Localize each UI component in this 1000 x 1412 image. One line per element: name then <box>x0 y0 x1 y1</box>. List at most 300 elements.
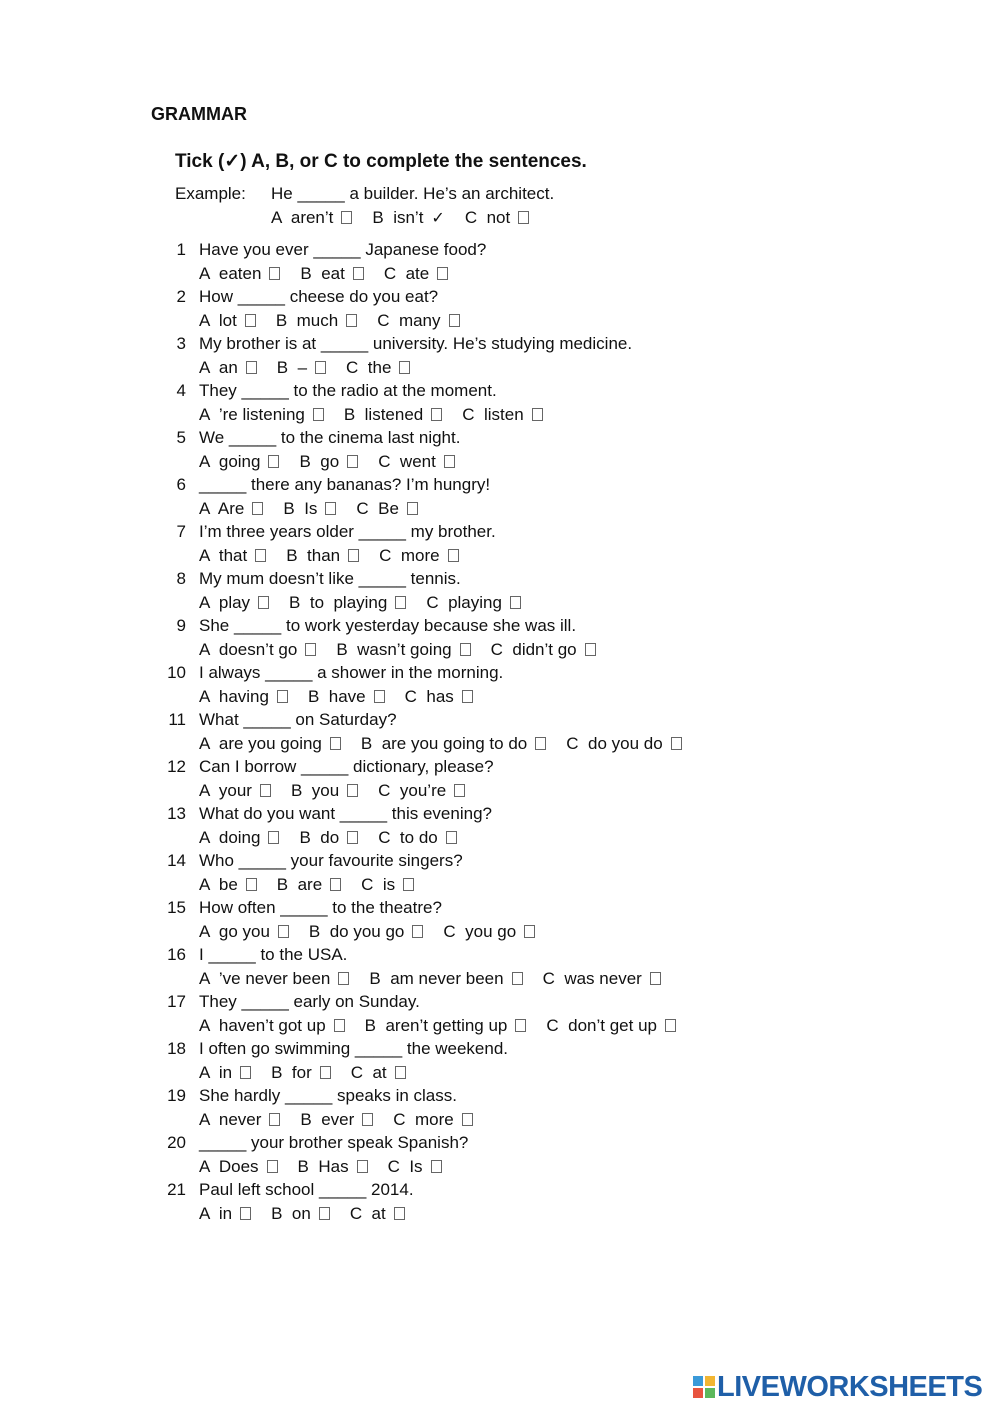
question-text: I’m three years older _____ my brother. <box>199 522 496 541</box>
option-text: Are <box>217 499 245 518</box>
option-c <box>426 593 521 613</box>
option-text: Is <box>409 1157 423 1176</box>
option-checkbox[interactable] <box>260 784 271 797</box>
option-a <box>199 1204 251 1224</box>
option-letter: A <box>199 1110 219 1129</box>
option-a <box>199 452 279 472</box>
option-text: doing <box>218 828 261 847</box>
option-a <box>199 311 256 331</box>
option-checkbox[interactable] <box>338 972 349 985</box>
option-text: in <box>218 1204 233 1223</box>
option-a <box>199 687 288 707</box>
option-checkbox[interactable] <box>357 1160 368 1173</box>
option-checkbox[interactable] <box>650 972 661 985</box>
option-a <box>199 1110 280 1130</box>
option-checkbox[interactable] <box>320 1066 331 1079</box>
option-letter: B <box>271 1204 292 1223</box>
option-letter: B <box>286 546 308 565</box>
option-letter: A <box>199 1016 219 1035</box>
option-letter: B <box>283 499 305 518</box>
option-letter: A <box>199 452 219 471</box>
option-checkbox[interactable] <box>446 831 457 844</box>
option-c <box>384 264 448 284</box>
option-letter: A <box>199 969 219 988</box>
option-a <box>199 1063 251 1083</box>
question-options <box>199 593 541 613</box>
question-options <box>199 875 434 895</box>
question-number: 15 <box>167 898 186 917</box>
option-letter: B <box>372 208 394 227</box>
option-letter: C <box>378 452 400 471</box>
option-text: you’re <box>399 781 447 800</box>
option-checkbox[interactable] <box>532 408 543 421</box>
option-text: play <box>218 593 251 612</box>
option-checkbox[interactable] <box>462 690 473 703</box>
option-checkbox[interactable] <box>431 1160 442 1173</box>
option-a <box>199 358 257 378</box>
option-text: don’t get up <box>568 1016 657 1035</box>
option-a <box>199 1157 278 1177</box>
option-letter: A <box>199 1063 219 1082</box>
option-a <box>199 1016 345 1036</box>
option-c <box>405 687 473 707</box>
option-text: wasn’t going <box>357 640 452 659</box>
option-checkbox[interactable] <box>330 878 341 891</box>
option-letter: C <box>404 687 427 706</box>
question-options <box>199 781 485 801</box>
option-text: to do <box>399 828 438 847</box>
option-b <box>361 734 546 754</box>
option-letter: C <box>464 208 487 227</box>
option-checkbox[interactable] <box>252 502 263 515</box>
option-letter: C <box>378 828 400 847</box>
option-c <box>356 499 418 519</box>
option-checkbox[interactable] <box>240 1066 251 1079</box>
option-checkbox[interactable] <box>460 643 471 656</box>
question-options <box>199 452 475 472</box>
question-text: They _____ early on Sunday. <box>199 992 420 1011</box>
question-options <box>199 687 493 707</box>
option-letter: A <box>199 828 219 847</box>
option-checkbox[interactable] <box>334 1019 345 1032</box>
option-letter: C <box>349 1204 372 1223</box>
option-text: you <box>311 781 340 800</box>
option-b <box>286 546 359 566</box>
question-number: 20 <box>167 1133 186 1152</box>
option-letter: C <box>350 1063 373 1082</box>
option-checkbox[interactable] <box>395 596 406 609</box>
option-text: ate <box>405 264 430 283</box>
option-letter: A <box>199 499 218 518</box>
option-checkbox[interactable] <box>374 690 385 703</box>
option-text: that <box>218 546 248 565</box>
question-number: 14 <box>167 851 186 870</box>
option-letter: B <box>299 452 321 471</box>
option-b <box>299 828 358 848</box>
option-text: on <box>291 1204 311 1223</box>
option-text: your <box>218 781 252 800</box>
option-b <box>369 969 522 989</box>
question-number: 6 <box>176 475 186 494</box>
option-letter: C <box>546 1016 569 1035</box>
question-options <box>199 1157 462 1177</box>
option-letter: B <box>290 781 312 800</box>
option-letter: A <box>199 593 219 612</box>
option-checkbox[interactable] <box>510 596 521 609</box>
option-checkbox[interactable] <box>277 690 288 703</box>
question-text: What _____ on Saturday? <box>199 710 397 729</box>
option-checkbox[interactable] <box>395 1066 406 1079</box>
option-text: was never <box>564 969 642 988</box>
option-text: aren’t getting up <box>385 1016 508 1035</box>
option-letter: C <box>462 405 484 424</box>
option-text: in <box>218 1063 233 1082</box>
option-checkbox[interactable] <box>449 314 460 327</box>
option-b <box>300 264 363 284</box>
option-b <box>300 1110 373 1130</box>
question-text: My brother is at _____ university. He’s studying medicine. <box>199 334 633 353</box>
option-text: Does <box>218 1157 259 1176</box>
option-a <box>199 828 279 848</box>
option-b <box>308 687 385 707</box>
option-c <box>351 1063 406 1083</box>
option-letter: B <box>299 828 321 847</box>
option-text: are you going <box>218 734 322 753</box>
option-b <box>336 640 470 660</box>
option-checkbox[interactable] <box>246 878 257 891</box>
question-number: 8 <box>176 569 186 588</box>
option-checkbox[interactable] <box>403 878 414 891</box>
option-c <box>361 875 414 895</box>
question-number: 12 <box>167 757 186 776</box>
option-checkbox[interactable] <box>268 455 279 468</box>
question-number: 3 <box>176 334 186 353</box>
question-text: Who _____ your favourite singers? <box>199 851 463 870</box>
example-label: Example: <box>175 184 246 203</box>
option-c <box>378 781 465 801</box>
option-checkbox[interactable] <box>258 596 269 609</box>
option-checkbox[interactable] <box>347 455 358 468</box>
option-text: ever <box>321 1110 355 1129</box>
option-letter: A <box>199 1204 219 1223</box>
option-letter: B <box>300 264 322 283</box>
option-text: eaten <box>218 264 262 283</box>
option-letter: C <box>542 969 565 988</box>
option-checkbox[interactable] <box>313 408 324 421</box>
option-checkbox[interactable] <box>246 361 257 374</box>
option-letter: C <box>393 1110 415 1129</box>
question-options <box>199 828 477 848</box>
option-a <box>199 875 257 895</box>
option-checkbox[interactable] <box>431 408 442 421</box>
liveworksheets-wordmark: LIVEWORKSHEETS <box>717 1371 983 1403</box>
question-text: She _____ to work yesterday because she was ill. <box>199 616 577 635</box>
option-text: Is <box>304 499 318 518</box>
option-text: playing <box>448 593 502 612</box>
option-checkbox[interactable] <box>407 502 418 515</box>
option-c <box>462 405 542 425</box>
option-b <box>289 593 406 613</box>
question-options <box>199 1204 425 1224</box>
option-checkbox[interactable] <box>412 925 423 938</box>
option-text: the <box>367 358 392 377</box>
question-number: 4 <box>176 381 186 400</box>
option-text: than <box>307 546 341 565</box>
question-text: Can I borrow _____ dictionary, please? <box>199 757 494 776</box>
option-text: go <box>320 452 340 471</box>
question-options <box>199 311 480 331</box>
question-options <box>199 1063 426 1083</box>
option-letter: B <box>307 687 329 706</box>
question-text: _____ your brother speak Spanish? <box>199 1133 469 1152</box>
option-checkbox[interactable] <box>535 737 546 750</box>
option-b <box>299 452 358 472</box>
option-c <box>388 1157 442 1177</box>
option-letter: B <box>276 358 298 377</box>
option-text: do you go <box>329 922 405 941</box>
option-letter: B <box>289 593 310 612</box>
option-letter: A <box>199 1157 219 1176</box>
option-text: at <box>372 1063 387 1082</box>
option-text: be <box>218 875 238 894</box>
question-number: 5 <box>176 428 186 447</box>
option-letter: C <box>356 499 379 518</box>
option-letter: A <box>199 546 219 565</box>
question-number: 17 <box>167 992 186 1011</box>
option-checkbox[interactable] <box>347 831 358 844</box>
option-checkbox[interactable] <box>524 925 535 938</box>
option-c <box>346 358 410 378</box>
question-text: My mum doesn’t like _____ tennis. <box>199 569 461 588</box>
option-checkbox[interactable] <box>348 549 359 562</box>
option-checkbox[interactable] <box>512 972 523 985</box>
option-text: am never been <box>390 969 504 988</box>
option-letter: C <box>387 1157 410 1176</box>
option-a <box>199 922 289 942</box>
option-a <box>199 781 271 801</box>
option-checkbox[interactable] <box>444 455 455 468</box>
option-text: Be <box>378 499 399 518</box>
option-text: an <box>218 358 238 377</box>
question-text: They _____ to the radio at the moment. <box>199 381 497 400</box>
option-text: many <box>398 311 441 330</box>
option-text: listened <box>364 405 424 424</box>
option-b <box>298 1157 368 1177</box>
option-checkbox[interactable] <box>330 737 341 750</box>
option-text: to playing <box>309 593 388 612</box>
option-checkbox[interactable] <box>462 1113 473 1126</box>
question-options <box>199 499 438 519</box>
option-a <box>199 640 316 660</box>
option-letter: B <box>271 1063 292 1082</box>
option-text: are you going to do <box>381 734 528 753</box>
option-a <box>199 405 324 425</box>
option-text: has <box>426 687 454 706</box>
option-text: going <box>218 452 261 471</box>
option-letter: B <box>300 1110 322 1129</box>
liveworksheets-logo-icon <box>693 1376 715 1398</box>
option-text: isn’t <box>393 208 424 227</box>
option-b <box>283 499 336 519</box>
question-text: Paul left school _____ 2014. <box>199 1180 414 1199</box>
option-b <box>309 922 423 942</box>
option-letter: B <box>364 1016 386 1035</box>
option-text: have <box>328 687 366 706</box>
option-text: Has <box>318 1157 349 1176</box>
option-b <box>271 1063 331 1083</box>
option-checkbox[interactable] <box>269 267 280 280</box>
option-a <box>199 264 280 284</box>
option-letter: A <box>199 311 219 330</box>
question-number: 7 <box>176 522 186 541</box>
section-title: GRAMMAR <box>151 104 247 124</box>
option-checkbox[interactable] <box>394 1207 405 1220</box>
option-letter: C <box>379 546 401 565</box>
option-checkbox[interactable] <box>399 361 410 374</box>
option-c <box>443 922 535 942</box>
option-checkbox[interactable] <box>268 831 279 844</box>
option-checkbox[interactable] <box>671 737 682 750</box>
option-letter: B <box>343 405 365 424</box>
option-letter: A <box>199 640 219 659</box>
option-letter: C <box>383 264 406 283</box>
option-a <box>199 734 341 754</box>
option-text: not <box>486 208 511 227</box>
question-number: 1 <box>176 240 186 259</box>
option-a <box>199 969 349 989</box>
question-options <box>199 640 616 660</box>
option-letter: C <box>361 875 383 894</box>
option-a <box>199 546 266 566</box>
option-checkbox[interactable] <box>665 1019 676 1032</box>
option-text: didn’t go <box>512 640 577 659</box>
option-letter: B <box>275 311 297 330</box>
option-checkbox[interactable] <box>585 643 596 656</box>
option-checkbox[interactable] <box>240 1207 251 1220</box>
option-c <box>491 640 596 660</box>
question-text: I often go swimming _____ the weekend. <box>199 1039 509 1058</box>
option-text: aren’t <box>290 208 334 227</box>
option-letter: B <box>297 1157 319 1176</box>
question-text: What do you want _____ this evening? <box>199 804 492 823</box>
option-checkbox[interactable] <box>255 549 266 562</box>
tick-mark-icon: ✓ <box>431 210 445 227</box>
question-number: 19 <box>167 1086 186 1105</box>
option-text: – <box>297 358 308 377</box>
option-letter: C <box>566 734 588 753</box>
option-text: go you <box>218 922 270 941</box>
option-checkbox[interactable] <box>305 643 316 656</box>
option-text: ’ve never been <box>218 969 331 988</box>
option-letter: C <box>490 640 513 659</box>
option-c <box>543 969 661 989</box>
option-c <box>378 828 457 848</box>
option-letter: A <box>199 922 219 941</box>
option-letter: A <box>199 875 219 894</box>
option-letter: A <box>199 405 219 424</box>
option-text: went <box>399 452 436 471</box>
option-text: at <box>371 1204 386 1223</box>
option-b <box>276 311 357 331</box>
option-letter: A <box>199 358 219 377</box>
question-number: 9 <box>176 616 186 635</box>
question-number: 13 <box>167 804 186 823</box>
option-letter: B <box>308 922 330 941</box>
option-checkbox[interactable] <box>353 267 364 280</box>
option-letter: C <box>377 311 399 330</box>
option-text: for <box>291 1063 312 1082</box>
question-options <box>199 405 563 425</box>
question-options <box>199 264 468 284</box>
option-checkbox[interactable] <box>315 361 326 374</box>
question-number: 10 <box>167 663 186 682</box>
option-checkbox[interactable] <box>515 1019 526 1032</box>
option-checkbox[interactable] <box>278 925 289 938</box>
option-checkbox[interactable] <box>325 502 336 515</box>
option-c <box>379 546 458 566</box>
option-a <box>199 593 269 613</box>
question-text: Have you ever _____ Japanese food? <box>199 240 487 259</box>
option-letter: B <box>276 875 298 894</box>
question-options <box>199 1110 493 1130</box>
option-b <box>344 405 442 425</box>
option-text: eat <box>321 264 345 283</box>
option-letter: C <box>378 781 400 800</box>
option-b <box>277 875 341 895</box>
option-c <box>393 1110 472 1130</box>
option-letter: A <box>199 781 219 800</box>
question-options <box>199 358 430 378</box>
option-checkbox[interactable] <box>319 1207 330 1220</box>
option-b <box>291 781 358 801</box>
option-c <box>546 1016 676 1036</box>
question-options <box>199 969 681 989</box>
question-options <box>199 734 702 754</box>
option-letter: A <box>199 687 219 706</box>
question-text: _____ there any bananas? I’m hungry! <box>199 475 491 494</box>
option-letter: A <box>271 208 291 227</box>
option-checkbox[interactable] <box>362 1113 373 1126</box>
option-checkbox[interactable] <box>346 314 357 327</box>
question-options <box>199 1016 696 1036</box>
question-text: How _____ cheese do you eat? <box>199 287 439 306</box>
option-letter: B <box>360 734 382 753</box>
question-number: 18 <box>167 1039 186 1058</box>
option-checkbox[interactable] <box>245 314 256 327</box>
option-text: having <box>218 687 269 706</box>
option-letter: B <box>369 969 391 988</box>
option-checkbox[interactable] <box>347 784 358 797</box>
option-checkbox[interactable] <box>454 784 465 797</box>
option-letter: B <box>336 640 358 659</box>
example-sentence: He _____ a builder. He’s an architect. <box>271 184 555 203</box>
question-options <box>199 546 479 566</box>
option-checkbox[interactable] <box>269 1113 280 1126</box>
option-text: haven’t got up <box>218 1016 326 1035</box>
option-checkbox[interactable] <box>267 1160 278 1173</box>
option-c <box>377 311 459 331</box>
option-checkbox[interactable] <box>448 549 459 562</box>
option-c <box>378 452 455 472</box>
option-checkbox[interactable] <box>437 267 448 280</box>
option-text: listen <box>484 405 524 424</box>
option-text: much <box>296 311 339 330</box>
option-text: you go <box>465 922 517 941</box>
option-text: ’re listening <box>218 405 305 424</box>
question-text: We _____ to the cinema last night. <box>199 428 461 447</box>
option-c <box>350 1204 405 1224</box>
option-b <box>271 1204 330 1224</box>
